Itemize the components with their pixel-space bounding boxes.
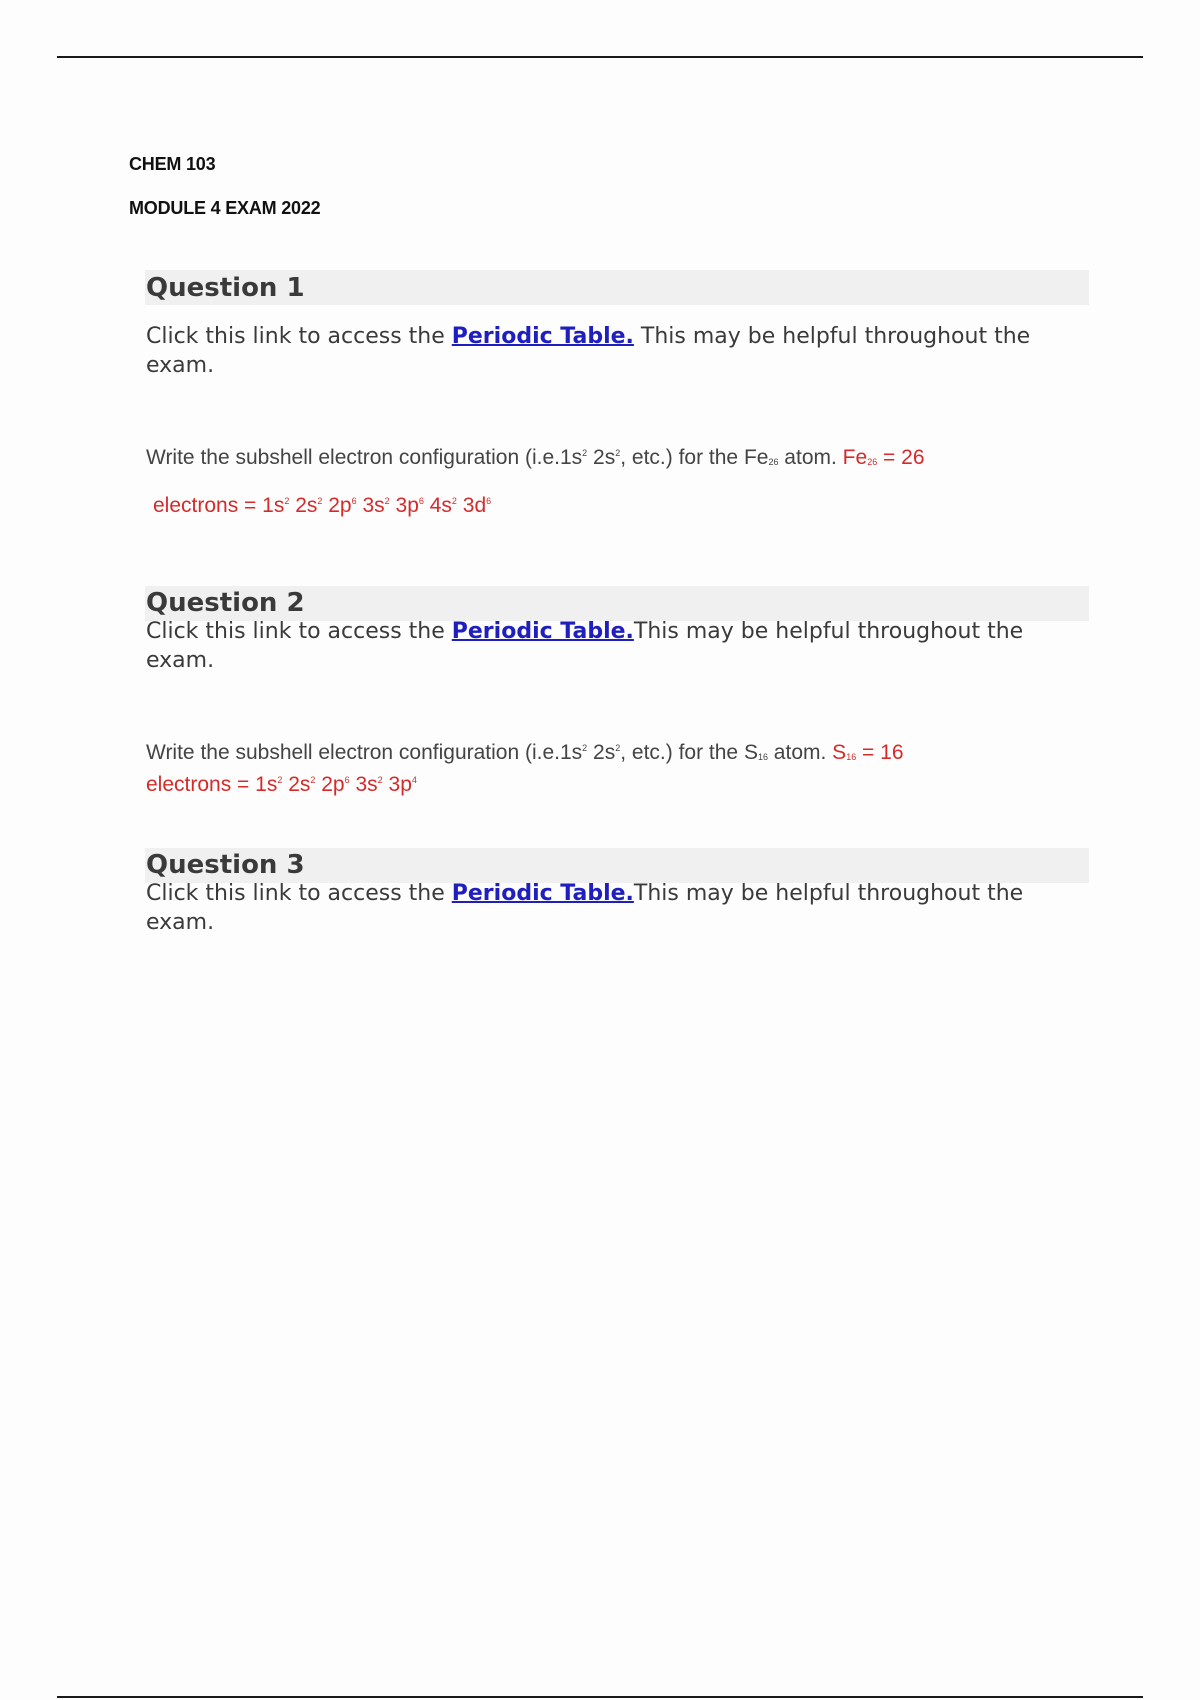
config-term	[463, 494, 491, 517]
orbital-electron-count: 2	[384, 496, 390, 506]
question-2-answer	[146, 773, 417, 797]
element-symbol: S	[743, 741, 758, 764]
config-term	[396, 494, 424, 517]
periodic-table-link[interactable]: Periodic Table.	[451, 881, 634, 906]
config-term	[389, 773, 417, 796]
orbital-electron-count: 2	[451, 496, 457, 506]
orbital-electron-count: 2	[310, 775, 316, 785]
answer-element: S	[832, 741, 847, 764]
config-term	[328, 494, 356, 517]
question-1-intro	[146, 322, 1096, 380]
periodic-table-link[interactable]: Periodic Table.	[451, 619, 634, 644]
prompt-text: , etc.) for the	[620, 741, 744, 764]
orbital-electron-count: 2	[277, 775, 283, 785]
question-2-title: Question 2	[146, 588, 305, 618]
superscript: 2	[582, 448, 588, 458]
question-3-title: Question 3	[146, 850, 305, 880]
orbital: 3p	[395, 494, 419, 517]
config-term	[355, 773, 382, 796]
orbital: 4s	[429, 494, 452, 517]
orbital-electron-count: 6	[486, 496, 492, 506]
answer-label: electrons =	[146, 773, 256, 796]
answer-element: Fe	[842, 446, 868, 469]
prompt-text: 2s	[587, 741, 616, 764]
prompt-text: Write the subshell electron configuration (i.e.1s	[146, 741, 583, 764]
orbital: 2p	[328, 494, 352, 517]
orbital-electron-count: 2	[377, 775, 383, 785]
superscript: 2	[615, 743, 621, 753]
intro-text: This may be helpful throughout the exam.	[146, 324, 1031, 378]
answer-atomic-number: 26	[867, 457, 878, 467]
answer-count: = 16	[856, 741, 904, 764]
config-term	[262, 494, 289, 517]
config-term	[255, 773, 282, 796]
top-rule	[57, 56, 1143, 58]
answer-count: = 26	[877, 446, 925, 469]
periodic-table-link[interactable]: Periodic Table.	[451, 324, 634, 349]
orbital: 3s	[362, 494, 385, 517]
orbital-electron-count: 2	[317, 496, 323, 506]
orbital: 3s	[355, 773, 378, 796]
orbital: 2p	[321, 773, 345, 796]
orbital: 2s	[295, 494, 318, 517]
question-3-intro	[146, 879, 1096, 937]
config-term	[430, 494, 457, 517]
orbital: 1s	[262, 494, 285, 517]
prompt-text: atom.	[778, 446, 843, 469]
config-term	[288, 773, 315, 796]
atomic-number: 16	[757, 752, 768, 762]
question-2-intro	[146, 617, 1096, 675]
exam-title: MODULE 4 EXAM 2022	[129, 198, 321, 218]
intro-text: Click this link to access the	[146, 324, 452, 349]
prompt-text: , etc.) for the	[620, 446, 744, 469]
atomic-number: 26	[768, 457, 779, 467]
superscript: 2	[582, 743, 588, 753]
electron-configuration	[255, 773, 417, 796]
bottom-rule	[57, 1696, 1143, 1698]
superscript: 2	[615, 448, 621, 458]
question-1-title: Question 1	[146, 273, 305, 303]
question-2-prompt	[146, 741, 1146, 765]
orbital-electron-count: 6	[344, 775, 350, 785]
orbital-electron-count: 4	[411, 775, 417, 785]
prompt-text: atom.	[767, 741, 833, 764]
answer-label: electrons =	[153, 494, 263, 517]
orbital: 3d	[462, 494, 487, 517]
prompt-text: Write the subshell electron configuration (i.e.1s	[146, 446, 583, 469]
orbital-electron-count: 6	[418, 496, 424, 506]
intro-text: Click this link to access the	[146, 619, 452, 644]
course-title: CHEM 103	[129, 154, 216, 174]
orbital-electron-count: 6	[351, 496, 357, 506]
intro-text: This may be helpful throughout the exam.	[146, 619, 1024, 673]
intro-text: Click this link to access the	[146, 881, 452, 906]
question-1-answer	[153, 494, 491, 518]
orbital: 3p	[388, 773, 412, 796]
orbital: 2s	[288, 773, 311, 796]
intro-text: This may be helpful throughout the exam.	[146, 881, 1024, 935]
config-term	[295, 494, 322, 517]
config-term	[362, 494, 389, 517]
prompt-text: 2s	[587, 446, 616, 469]
element-symbol: Fe	[743, 446, 769, 469]
electron-configuration	[262, 494, 491, 517]
answer-atomic-number: 16	[846, 752, 857, 762]
config-term	[321, 773, 349, 796]
orbital-electron-count: 2	[284, 496, 290, 506]
orbital: 1s	[255, 773, 278, 796]
question-1-prompt	[146, 446, 1146, 470]
